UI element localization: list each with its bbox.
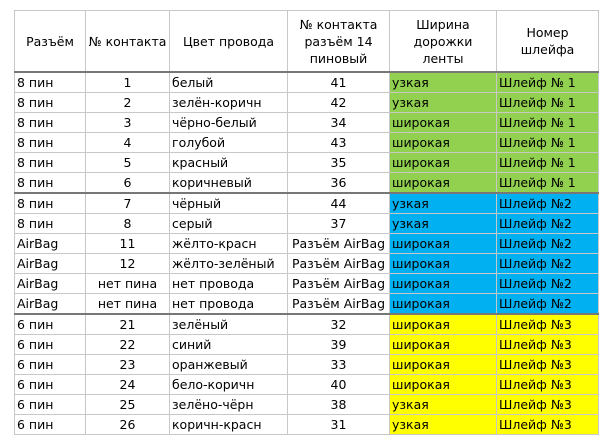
cell-pin14: 43	[288, 133, 390, 153]
cell-track-width: широкая	[390, 113, 497, 133]
cell-connector: 8 пин	[15, 173, 86, 194]
table-row	[15, 415, 599, 435]
cell-connector: 8 пин	[15, 153, 86, 173]
cell-pin14: 41	[288, 72, 390, 93]
cell-connector: AirBag	[15, 274, 86, 294]
cell-track-width: широкая	[390, 335, 497, 355]
cell-connector: 8 пин	[15, 72, 86, 93]
cell-pin: 11	[86, 234, 170, 254]
cell-track-width: широкая	[390, 173, 497, 194]
cell-wire-color: чёрный	[170, 193, 288, 214]
cell-cable-number: Шлейф № 1	[497, 153, 599, 173]
cell-wire-color: жёлто-зелёный	[170, 254, 288, 274]
cell-track-width: широкая	[390, 274, 497, 294]
cell-wire-color: коричневый	[170, 173, 288, 194]
cell-connector: 6 пин	[15, 375, 86, 395]
cell-pin: 5	[86, 153, 170, 173]
cell-cable-number: Шлейф № 1	[497, 113, 599, 133]
table-row	[15, 254, 599, 274]
cell-connector: AirBag	[15, 234, 86, 254]
cell-pin14: 33	[288, 355, 390, 375]
cell-cable-number: Шлейф №3	[497, 375, 599, 395]
cell-pin: 4	[86, 133, 170, 153]
cell-pin: 6	[86, 173, 170, 194]
cell-pin14: 36	[288, 173, 390, 194]
cell-pin: нет пина	[86, 294, 170, 315]
cell-pin14: 38	[288, 395, 390, 415]
cell-pin: 2	[86, 93, 170, 113]
cell-pin14: 35	[288, 153, 390, 173]
cell-connector: 8 пин	[15, 93, 86, 113]
cell-pin14: Разъём AirBag	[288, 274, 390, 294]
cell-track-width: узкая	[390, 93, 497, 113]
cell-cable-number: Шлейф № 1	[497, 133, 599, 153]
cell-pin: 7	[86, 193, 170, 214]
cell-connector: 8 пин	[15, 214, 86, 234]
cell-track-width: широкая	[390, 153, 497, 173]
cell-track-width: широкая	[390, 355, 497, 375]
cell-cable-number: Шлейф №2	[497, 294, 599, 315]
cell-pin: 24	[86, 375, 170, 395]
cell-pin: 3	[86, 113, 170, 133]
cell-pin14: 39	[288, 335, 390, 355]
cell-pin: нет пина	[86, 274, 170, 294]
cell-wire-color: бело-коричн	[170, 375, 288, 395]
cell-connector: 6 пин	[15, 314, 86, 335]
cell-pin14: 31	[288, 415, 390, 435]
table-row	[15, 274, 599, 294]
cell-track-width: широкая	[390, 314, 497, 335]
header-track-width: Ширина дорожки ленты	[390, 11, 497, 73]
cell-wire-color: оранжевый	[170, 355, 288, 375]
cell-wire-color: нет провода	[170, 274, 288, 294]
cell-wire-color: белый	[170, 72, 288, 93]
cell-wire-color: синий	[170, 335, 288, 355]
cell-pin14: Разъём AirBag	[288, 234, 390, 254]
cell-pin14: 34	[288, 113, 390, 133]
table-row	[15, 375, 599, 395]
table-row	[15, 314, 599, 335]
table-row	[15, 234, 599, 254]
cell-pin: 12	[86, 254, 170, 274]
cell-wire-color: голубой	[170, 133, 288, 153]
cell-wire-color: нет провода	[170, 294, 288, 315]
cell-connector: 6 пин	[15, 395, 86, 415]
table-row	[15, 193, 599, 214]
cell-cable-number: Шлейф №2	[497, 234, 599, 254]
cell-pin: 26	[86, 415, 170, 435]
cell-pin: 23	[86, 355, 170, 375]
cell-connector: 8 пин	[15, 193, 86, 214]
cell-track-width: широкая	[390, 254, 497, 274]
table-row	[15, 335, 599, 355]
cell-wire-color: чёрно-белый	[170, 113, 288, 133]
cell-track-width: широкая	[390, 375, 497, 395]
cell-connector: 6 пин	[15, 335, 86, 355]
cell-pin14: 40	[288, 375, 390, 395]
table-row	[15, 294, 599, 315]
header-wire-color: Цвет провода	[170, 11, 288, 73]
cell-track-width: широкая	[390, 133, 497, 153]
cell-wire-color: серый	[170, 214, 288, 234]
cell-cable-number: Шлейф №3	[497, 314, 599, 335]
cell-wire-color: красный	[170, 153, 288, 173]
table-row	[15, 395, 599, 415]
cell-connector: AirBag	[15, 254, 86, 274]
table-body	[15, 72, 599, 435]
cell-cable-number: Шлейф №2	[497, 193, 599, 214]
cell-pin14: 37	[288, 214, 390, 234]
header-connector: Разъём	[15, 11, 86, 73]
cell-pin14: 44	[288, 193, 390, 214]
cell-cable-number: Шлейф № 1	[497, 93, 599, 113]
cell-cable-number: Шлейф №3	[497, 395, 599, 415]
cell-pin14: Разъём AirBag	[288, 294, 390, 315]
cell-wire-color: коричн-красн	[170, 415, 288, 435]
header-pin14: № контакта разъём 14 пиновый	[288, 11, 390, 73]
cell-cable-number: Шлейф № 1	[497, 173, 599, 194]
cell-wire-color: зелён-коричн	[170, 93, 288, 113]
cell-pin14: 32	[288, 314, 390, 335]
cell-cable-number: Шлейф №3	[497, 335, 599, 355]
cell-track-width: узкая	[390, 415, 497, 435]
cell-track-width: широкая	[390, 294, 497, 315]
table-row	[15, 93, 599, 113]
cell-track-width: узкая	[390, 395, 497, 415]
header-pin: № контакта	[86, 11, 170, 73]
cell-track-width: широкая	[390, 234, 497, 254]
wiring-table	[14, 10, 599, 435]
table-row	[15, 153, 599, 173]
cell-cable-number: Шлейф №3	[497, 355, 599, 375]
cell-cable-number: Шлейф №2	[497, 254, 599, 274]
cell-pin: 22	[86, 335, 170, 355]
cell-track-width: узкая	[390, 193, 497, 214]
table-row	[15, 173, 599, 194]
cell-connector: 6 пин	[15, 415, 86, 435]
table-row	[15, 214, 599, 234]
cell-connector: AirBag	[15, 294, 86, 315]
cell-connector: 8 пин	[15, 133, 86, 153]
table-row	[15, 133, 599, 153]
cell-pin: 8	[86, 214, 170, 234]
cell-track-width: узкая	[390, 72, 497, 93]
cell-track-width: узкая	[390, 214, 497, 234]
cell-pin14: 42	[288, 93, 390, 113]
table-row	[15, 72, 599, 93]
cell-pin: 21	[86, 314, 170, 335]
header-cable-number: Номер шлейфа	[497, 11, 599, 73]
cell-connector: 8 пин	[15, 113, 86, 133]
cell-wire-color: зелёный	[170, 314, 288, 335]
table-row	[15, 355, 599, 375]
cell-pin: 1	[86, 72, 170, 93]
cell-cable-number: Шлейф № 1	[497, 72, 599, 93]
cell-pin14: Разъём AirBag	[288, 254, 390, 274]
cell-wire-color: жёлто-красн	[170, 234, 288, 254]
cell-cable-number: Шлейф №2	[497, 214, 599, 234]
cell-connector: 6 пин	[15, 355, 86, 375]
header-row	[15, 11, 599, 73]
cell-pin: 25	[86, 395, 170, 415]
cell-wire-color: зелёно-чёрн	[170, 395, 288, 415]
table-row	[15, 113, 599, 133]
cell-cable-number: Шлейф №2	[497, 274, 599, 294]
cell-cable-number: Шлейф №3	[497, 415, 599, 435]
